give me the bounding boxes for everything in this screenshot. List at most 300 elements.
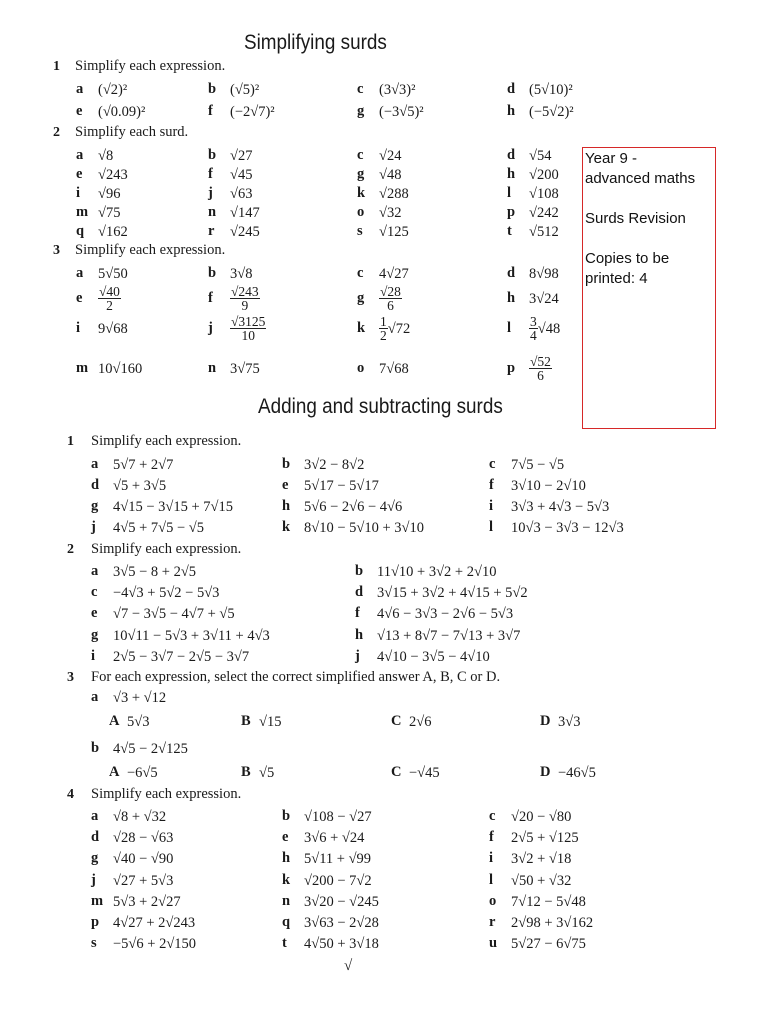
expression: √8 bbox=[98, 147, 114, 164]
fraction bbox=[230, 315, 266, 342]
expression: 5√6 − 2√6 − 4√6 bbox=[304, 498, 403, 515]
question-item bbox=[282, 475, 379, 495]
question-text: Simplify each expression. bbox=[75, 58, 226, 74]
item-letter: m bbox=[76, 204, 89, 220]
question-text: Simplify each expression. bbox=[91, 433, 242, 449]
expression: √7 − 3√5 − 4√7 + √5 bbox=[113, 605, 235, 622]
answer-option bbox=[540, 711, 580, 731]
item-letter: i bbox=[489, 498, 494, 514]
question-text: Simplify each expression. bbox=[91, 541, 242, 557]
expression: 3√2 + √18 bbox=[511, 850, 572, 867]
expression: (3√3)² bbox=[379, 81, 416, 98]
item-letter: s bbox=[357, 223, 363, 239]
fraction-denominator: 2 bbox=[380, 328, 387, 344]
item-letter: c bbox=[357, 265, 364, 281]
item-letter: a bbox=[76, 147, 84, 163]
expression: √242 bbox=[529, 204, 559, 221]
expression: (√2)² bbox=[98, 81, 128, 98]
item-letter: g bbox=[357, 103, 365, 119]
expression: 3√2 − 8√2 bbox=[304, 456, 365, 473]
fraction-numerator: √3125 bbox=[231, 314, 266, 330]
question-item bbox=[91, 603, 235, 623]
fraction-denominator: 10 bbox=[241, 328, 255, 344]
item-letter: g bbox=[91, 850, 99, 866]
item-letter: p bbox=[91, 914, 100, 930]
note-line: Surds Revision bbox=[585, 210, 686, 227]
expression: 3√24 bbox=[529, 290, 559, 307]
question-item bbox=[507, 145, 551, 165]
question-item bbox=[357, 259, 409, 287]
question-item bbox=[208, 183, 252, 203]
expression: (−2√7)² bbox=[230, 103, 275, 120]
item-letter: j bbox=[91, 519, 96, 535]
question-item bbox=[507, 259, 559, 287]
answer-option bbox=[241, 711, 281, 731]
question-item bbox=[357, 202, 401, 222]
item-letter: l bbox=[507, 320, 512, 336]
item-letter: B bbox=[241, 764, 251, 780]
question-item bbox=[91, 454, 173, 474]
question-item bbox=[282, 496, 402, 516]
expression: √27 bbox=[230, 147, 253, 164]
item-letter: f bbox=[489, 477, 494, 493]
item-letter: a bbox=[91, 563, 99, 579]
question-item bbox=[507, 79, 573, 99]
item-letter: n bbox=[208, 360, 217, 376]
item-letter: g bbox=[91, 498, 99, 514]
question-item bbox=[76, 183, 120, 203]
expression: −4√3 + 5√2 − 5√3 bbox=[113, 584, 220, 601]
question-item bbox=[507, 101, 574, 121]
item-letter: d bbox=[355, 584, 364, 600]
fraction-numerator: 1 bbox=[380, 314, 387, 330]
item-letter: o bbox=[357, 204, 365, 220]
item-letter: h bbox=[355, 627, 364, 643]
expression: √63 bbox=[230, 185, 253, 202]
question-item bbox=[355, 582, 528, 602]
item-letter: D bbox=[540, 764, 551, 780]
question-item bbox=[76, 79, 127, 99]
item-letter: r bbox=[489, 914, 496, 930]
fraction bbox=[98, 285, 121, 312]
tick-mark: √ bbox=[344, 958, 353, 974]
expression: 2√5 − 3√7 − 2√5 − 3√7 bbox=[113, 648, 250, 665]
item-letter: n bbox=[208, 204, 217, 220]
item-letter: k bbox=[357, 320, 366, 336]
expression: √27 + 5√3 bbox=[113, 872, 174, 889]
item-letter: a bbox=[76, 265, 84, 281]
question-item bbox=[76, 354, 142, 382]
expression: √245 bbox=[230, 223, 260, 240]
expression: (−5√2)² bbox=[529, 103, 574, 120]
expression: 4√10 − 3√5 − 4√10 bbox=[377, 648, 490, 665]
expression: 5√50 bbox=[98, 265, 128, 282]
item-letter: p bbox=[507, 204, 516, 220]
expression: 4√15 − 3√15 + 7√15 bbox=[113, 498, 233, 515]
expression: 10√11 − 5√3 + 3√11 + 4√3 bbox=[113, 627, 270, 644]
item-letter: k bbox=[357, 185, 366, 201]
question-text: Simplify each expression. bbox=[91, 786, 242, 802]
item-letter: k bbox=[282, 872, 291, 888]
fraction-numerator: √243 bbox=[231, 284, 259, 300]
answer-option bbox=[109, 711, 149, 731]
expression: (√0.09)² bbox=[98, 103, 146, 120]
expression: 5√3 bbox=[127, 713, 150, 730]
question-item bbox=[357, 284, 402, 312]
item-letter: A bbox=[109, 764, 120, 780]
item-letter: o bbox=[489, 893, 497, 909]
question-item bbox=[91, 517, 204, 537]
item-letter: c bbox=[357, 147, 364, 163]
item-letter: d bbox=[507, 147, 516, 163]
item-letter: f bbox=[208, 103, 213, 119]
expression: −46√5 bbox=[558, 764, 596, 781]
expression: √72 bbox=[387, 320, 411, 337]
item-letter: e bbox=[282, 829, 289, 845]
item-letter: f bbox=[208, 166, 213, 182]
item-letter: g bbox=[357, 166, 365, 182]
expression: (5√10)² bbox=[529, 81, 573, 98]
question-item bbox=[208, 164, 252, 184]
question-item bbox=[208, 221, 260, 241]
expression: 4√5 − 2√125 bbox=[113, 740, 188, 757]
item-letter: h bbox=[282, 850, 291, 866]
expression: 11√10 + 3√2 + 2√10 bbox=[377, 563, 497, 580]
answer-option bbox=[540, 762, 596, 782]
question-number: 4 bbox=[67, 787, 74, 802]
expression: √512 bbox=[529, 223, 559, 240]
expression: 8√98 bbox=[529, 265, 559, 282]
expression: −6√5 bbox=[127, 764, 158, 781]
question-item bbox=[91, 806, 166, 826]
item-letter: e bbox=[76, 166, 83, 182]
item-letter: u bbox=[489, 935, 498, 951]
item-letter: a bbox=[91, 689, 99, 705]
note-line: advanced maths bbox=[585, 170, 696, 187]
expression: 3√8 bbox=[230, 265, 253, 282]
expression: √15 bbox=[259, 713, 282, 730]
question-item bbox=[282, 454, 364, 474]
question-text: Simplify each expression. bbox=[75, 242, 226, 258]
question-item bbox=[489, 806, 571, 826]
fraction-denominator: 9 bbox=[241, 298, 249, 314]
item-letter: c bbox=[91, 584, 98, 600]
fraction bbox=[529, 315, 538, 342]
question-item bbox=[91, 687, 166, 707]
question-item bbox=[489, 496, 609, 516]
item-letter: a bbox=[91, 808, 99, 824]
fraction bbox=[379, 285, 402, 312]
question-item bbox=[76, 164, 128, 184]
item-letter: e bbox=[76, 290, 83, 306]
item-letter: q bbox=[282, 914, 291, 930]
expression: (√5)² bbox=[230, 81, 260, 98]
item-letter: h bbox=[507, 166, 516, 182]
question-item bbox=[357, 164, 401, 184]
expression: 3√3 + 4√3 − 5√3 bbox=[511, 498, 610, 515]
expression: √125 bbox=[379, 223, 409, 240]
question-item bbox=[208, 101, 275, 121]
question-item bbox=[208, 145, 252, 165]
question-item bbox=[282, 517, 424, 537]
question-item bbox=[282, 912, 379, 932]
expression: 7√12 − 5√48 bbox=[511, 893, 586, 910]
item-letter: C bbox=[391, 713, 402, 729]
expression: √108 − √27 bbox=[304, 808, 372, 825]
expression: 3√10 − 2√10 bbox=[511, 477, 586, 494]
expression: 7√5 − √5 bbox=[511, 456, 565, 473]
item-letter: n bbox=[282, 893, 291, 909]
item-letter: h bbox=[507, 103, 516, 119]
question-item bbox=[489, 454, 564, 474]
expression: 8√10 − 5√10 + 3√10 bbox=[304, 519, 424, 536]
question-item bbox=[489, 912, 593, 932]
note-line: Year 9 - bbox=[585, 150, 637, 167]
expression: 5√17 − 5√17 bbox=[304, 477, 379, 494]
question-item bbox=[355, 603, 513, 623]
expression: 7√68 bbox=[379, 360, 409, 377]
question-number: 1 bbox=[53, 59, 60, 74]
item-letter: s bbox=[91, 935, 97, 951]
expression: √32 bbox=[379, 204, 402, 221]
expression: √54 bbox=[529, 147, 552, 164]
question-item bbox=[355, 646, 490, 666]
question-item bbox=[76, 221, 128, 241]
expression: 3√5 − 8 + 2√5 bbox=[113, 563, 197, 580]
note-line: printed: 4 bbox=[585, 270, 648, 287]
expression: 4√50 + 3√18 bbox=[304, 935, 379, 952]
expression: 4√27 + 2√243 bbox=[113, 914, 196, 931]
question-item bbox=[91, 870, 173, 890]
expression: √288 bbox=[379, 185, 409, 202]
question-item bbox=[355, 625, 520, 645]
question-item bbox=[282, 848, 371, 868]
item-letter: q bbox=[76, 223, 85, 239]
item-letter: d bbox=[91, 829, 100, 845]
item-letter: l bbox=[489, 519, 494, 535]
item-letter: f bbox=[489, 829, 494, 845]
expression: √5 + 3√5 bbox=[113, 477, 167, 494]
item-letter: m bbox=[76, 360, 89, 376]
expression: 10√160 bbox=[98, 360, 143, 377]
expression: √108 bbox=[529, 185, 559, 202]
expression: √8 + √32 bbox=[113, 808, 167, 825]
item-letter: o bbox=[357, 360, 365, 376]
item-letter: m bbox=[91, 893, 104, 909]
expression: √48 bbox=[537, 320, 561, 337]
question-item bbox=[282, 806, 372, 826]
question-item bbox=[91, 475, 166, 495]
item-letter: b bbox=[282, 808, 291, 824]
expression: √147 bbox=[230, 204, 260, 221]
question-item bbox=[489, 870, 571, 890]
question-item bbox=[91, 561, 196, 581]
expression: 3√15 + 3√2 + 4√15 + 5√2 bbox=[377, 584, 528, 601]
expression: √45 bbox=[230, 166, 253, 183]
expression: √20 − √80 bbox=[511, 808, 572, 825]
expression: 9√68 bbox=[98, 320, 128, 337]
expression: 3√3 bbox=[558, 713, 581, 730]
expression: √243 bbox=[98, 166, 128, 183]
item-letter: B bbox=[241, 713, 251, 729]
item-letter: p bbox=[507, 360, 516, 376]
expression: 3√75 bbox=[230, 360, 260, 377]
item-letter: t bbox=[282, 935, 287, 951]
item-letter: g bbox=[91, 627, 99, 643]
item-letter: t bbox=[507, 223, 512, 239]
question-item bbox=[507, 164, 559, 184]
question-item bbox=[357, 101, 424, 121]
item-letter: d bbox=[91, 477, 100, 493]
expression: 4√27 bbox=[379, 265, 409, 282]
question-item bbox=[489, 891, 586, 911]
expression: √3 + √12 bbox=[113, 689, 167, 706]
fraction-denominator: 6 bbox=[387, 298, 394, 314]
expression: √200 − 7√2 bbox=[304, 872, 372, 889]
question-item bbox=[282, 827, 364, 847]
expression: 4√5 + 7√5 − √5 bbox=[113, 519, 204, 536]
item-letter: j bbox=[91, 872, 96, 888]
item-letter: i bbox=[91, 648, 96, 664]
question-item bbox=[357, 221, 409, 241]
item-letter: r bbox=[208, 223, 215, 239]
fraction-numerator: 3 bbox=[530, 314, 537, 330]
question-item bbox=[507, 354, 552, 382]
question-item bbox=[489, 827, 579, 847]
item-letter: l bbox=[489, 872, 494, 888]
question-item bbox=[357, 354, 409, 382]
question-item bbox=[76, 145, 113, 165]
question-item bbox=[91, 646, 249, 666]
expression: 5√11 + √99 bbox=[304, 850, 372, 867]
answer-option bbox=[391, 762, 440, 782]
item-letter: c bbox=[489, 456, 496, 472]
question-item bbox=[208, 202, 260, 222]
question-number: 2 bbox=[53, 125, 60, 140]
item-letter: e bbox=[282, 477, 289, 493]
item-letter: d bbox=[507, 81, 516, 97]
question-item bbox=[76, 202, 120, 222]
item-letter: a bbox=[91, 456, 99, 472]
item-letter: f bbox=[355, 605, 360, 621]
question-item bbox=[282, 891, 379, 911]
item-letter: b bbox=[282, 456, 291, 472]
fraction-numerator: √28 bbox=[380, 284, 401, 300]
item-letter: h bbox=[507, 290, 516, 306]
expression: 5√3 + 2√27 bbox=[113, 893, 181, 910]
expression: 4√6 − 3√3 − 2√6 − 5√3 bbox=[377, 605, 514, 622]
item-letter: k bbox=[282, 519, 291, 535]
expression: 2√6 bbox=[409, 713, 432, 730]
question-item bbox=[76, 284, 121, 312]
question-item bbox=[357, 79, 415, 99]
fraction-numerator: √52 bbox=[530, 354, 551, 370]
item-letter: i bbox=[76, 185, 81, 201]
expression: −5√6 + 2√150 bbox=[113, 935, 197, 952]
expression: 3√63 − 2√28 bbox=[304, 914, 379, 931]
item-letter: d bbox=[507, 265, 516, 281]
question-item bbox=[489, 848, 571, 868]
question-text: Simplify each surd. bbox=[75, 124, 189, 140]
expression: √50 + √32 bbox=[511, 872, 572, 889]
question-item bbox=[91, 496, 233, 516]
fraction bbox=[230, 285, 260, 312]
question-item bbox=[91, 912, 195, 932]
question-text: For each expression, select the correct simplified answer A, B, C or D. bbox=[91, 669, 501, 685]
question-item bbox=[282, 870, 372, 890]
expression: 5√7 + 2√7 bbox=[113, 456, 174, 473]
question-item bbox=[76, 314, 128, 342]
question-item bbox=[208, 354, 260, 382]
expression: √200 bbox=[529, 166, 559, 183]
fraction-denominator: 6 bbox=[537, 368, 544, 384]
question-item bbox=[357, 145, 401, 165]
expression: √24 bbox=[379, 147, 402, 164]
expression: √40 − √90 bbox=[113, 850, 174, 867]
question-item bbox=[489, 517, 624, 537]
question-number: 2 bbox=[67, 542, 74, 557]
expression: −√45 bbox=[409, 764, 440, 781]
question-item bbox=[507, 183, 559, 203]
item-letter: A bbox=[109, 713, 120, 729]
item-letter: j bbox=[208, 185, 213, 201]
question-item bbox=[76, 259, 128, 287]
item-letter: j bbox=[355, 648, 360, 664]
item-letter: a bbox=[76, 81, 84, 97]
question-item bbox=[208, 284, 260, 312]
item-letter: i bbox=[76, 320, 81, 336]
expression: √28 − √63 bbox=[113, 829, 174, 846]
section-title-adding: Adding and subtracting surds bbox=[258, 395, 503, 418]
item-letter: D bbox=[540, 713, 551, 729]
question-item bbox=[507, 221, 559, 241]
question-item bbox=[357, 314, 410, 342]
item-letter: e bbox=[76, 103, 83, 119]
question-item bbox=[507, 284, 559, 312]
fraction-numerator: √40 bbox=[99, 284, 120, 300]
item-letter: g bbox=[357, 290, 365, 306]
answer-option bbox=[241, 762, 274, 782]
item-letter: b bbox=[355, 563, 364, 579]
question-item bbox=[91, 827, 173, 847]
expression: √162 bbox=[98, 223, 128, 240]
question-item bbox=[507, 314, 560, 342]
expression: 5√27 − 6√75 bbox=[511, 935, 586, 952]
expression: 10√3 − 3√3 − 12√3 bbox=[511, 519, 624, 536]
question-item bbox=[91, 582, 219, 602]
section-title-simplifying: Simplifying surds bbox=[244, 31, 387, 54]
item-letter: i bbox=[489, 850, 494, 866]
item-letter: C bbox=[391, 764, 402, 780]
question-item bbox=[357, 183, 409, 203]
question-item bbox=[355, 561, 496, 581]
question-item bbox=[91, 848, 173, 868]
fraction bbox=[529, 355, 552, 382]
expression: √96 bbox=[98, 185, 121, 202]
print-note-box bbox=[582, 147, 716, 429]
item-letter: c bbox=[489, 808, 496, 824]
item-letter: b bbox=[208, 81, 217, 97]
question-item bbox=[489, 475, 586, 495]
expression: √48 bbox=[379, 166, 402, 183]
item-letter: b bbox=[208, 147, 217, 163]
expression: 3√20 − √245 bbox=[304, 893, 379, 910]
item-letter: c bbox=[357, 81, 364, 97]
question-number: 3 bbox=[53, 243, 60, 258]
question-item bbox=[76, 101, 145, 121]
expression: √75 bbox=[98, 204, 121, 221]
question-item bbox=[91, 933, 196, 953]
